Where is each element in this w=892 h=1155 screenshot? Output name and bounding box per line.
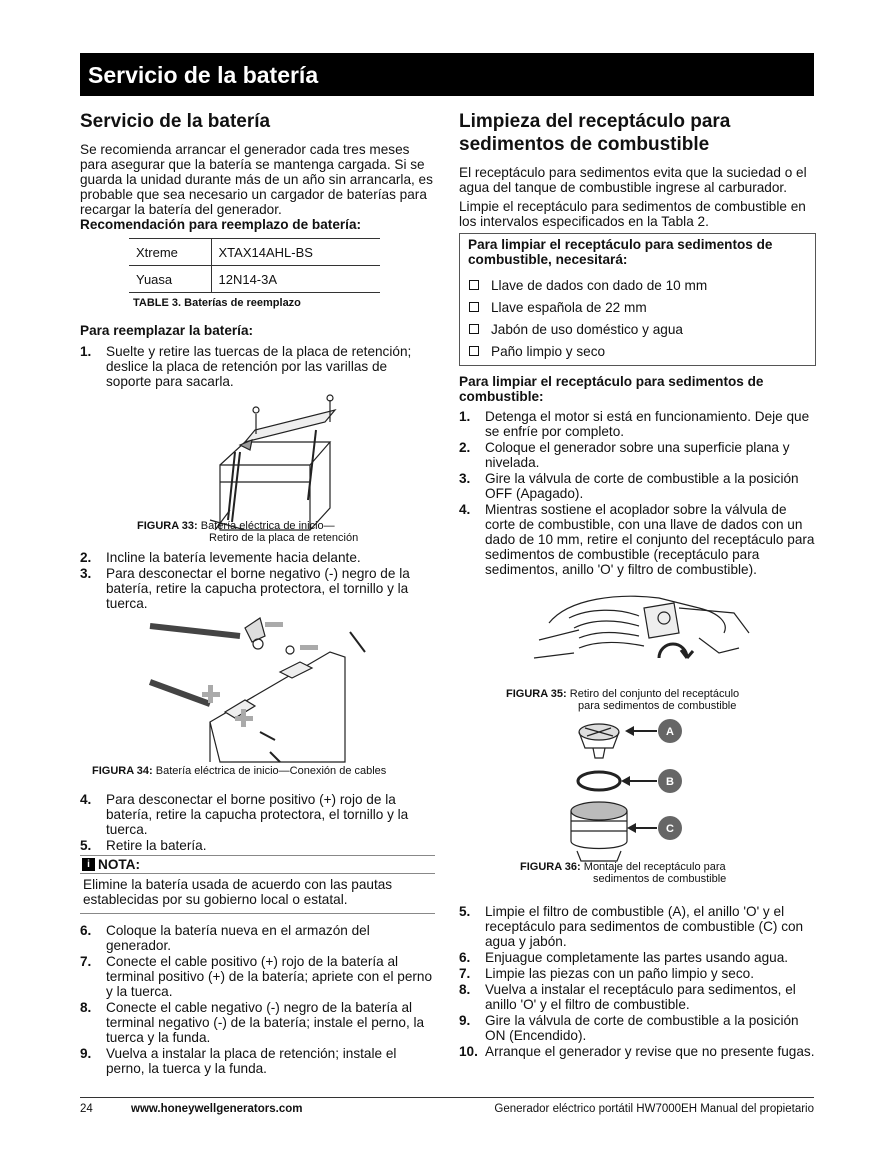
steps-list [459, 409, 816, 577]
step-number: 2. [80, 550, 92, 565]
left-column [80, 110, 435, 1077]
list-item [80, 838, 435, 853]
step-number: 7. [459, 966, 471, 981]
step-text: Incline la batería levemente hacia delante. [106, 550, 361, 565]
note-text: Elimine la batería usada de acuerdo con las pautas establecidas por su gobierno local o estatal. [83, 877, 393, 907]
battery-table [129, 238, 380, 293]
step-number: 7. [80, 954, 92, 969]
note-box [80, 855, 435, 914]
step-text: Coloque el generador sobre una superficie plana y nivelada. [485, 440, 790, 470]
step-text: Para desconectar el borne positivo (+) rojo de la batería, retire la capucha protectora, el tornillo y la tuerca. [106, 792, 409, 837]
step-number: 1. [80, 344, 92, 359]
figure-35 [459, 578, 816, 716]
page-number: 24 [80, 1103, 93, 1115]
figure-35-caption [506, 688, 739, 712]
figure-caption-line1: Batería eléctrica de inicio— [200, 520, 335, 532]
figure-caption-line1: Retiro del conjunto del receptáculo [569, 688, 740, 700]
step-number: 5. [80, 838, 92, 853]
tool-item-label: Llave española de 22 mm [491, 299, 647, 315]
step-text: Para desconectar el borne negativo (-) negro de la batería, retire la capucha protectora, el tornillo y la tuerca. [106, 566, 410, 611]
list-item [459, 966, 816, 981]
list-item [80, 923, 435, 953]
step-text: Gire la válvula de corte de combustible a la posición ON (Encendido). [485, 1013, 799, 1043]
callout-b-label: B [666, 776, 674, 788]
tool-item-label: Llave de dados con dado de 10 mm [491, 277, 708, 293]
list-item [80, 954, 435, 999]
figure-caption-line2: sedimentos de combustible [593, 873, 727, 885]
list-item [80, 566, 435, 611]
list-item [459, 982, 816, 1012]
tool-item [468, 318, 807, 340]
step-number: 4. [459, 502, 471, 517]
step-text: Detenga el motor si está en funcionamiento. Deje que se enfríe por completo. [485, 409, 810, 439]
list-item [80, 1046, 435, 1076]
step-text: Arranque el generador y revise que no presente fugas. [485, 1044, 815, 1059]
figure-36-caption [520, 861, 726, 885]
step-text: Mientras sostiene el acoplador sobre la válvula de corte de combustible, con una llave de dados con un dado de 10 mm, retire el conjunto del receptáculo para sedimentos de combustible (receptáculo para sedimentos, anillo 'O' y filtro de combustible). [485, 502, 815, 577]
steps-list [80, 792, 435, 853]
tool-item [468, 340, 807, 362]
step-number: 9. [459, 1013, 471, 1028]
step-text: Conecte el cable negativo (-) negro de la batería al terminal negativo (-) de la batería; instale el perno, la tuerca y la funda. [106, 1000, 425, 1045]
clean-sediment-heading: Para limpiar el receptáculo para sedimentos de combustible: [459, 374, 764, 404]
figure-33-caption [137, 520, 358, 544]
footer-manual-title: Generador eléctrico portátil HW7000EH Manual del propietario [494, 1103, 814, 1115]
table-cell-brand: Yuasa [129, 266, 211, 293]
table-cell-model: XTAX14AHL-BS [211, 239, 380, 266]
list-item [80, 1000, 435, 1045]
checkbox-icon [469, 324, 479, 334]
figure-36 [459, 716, 816, 904]
replace-battery-heading: Para reemplazar la batería: [80, 323, 254, 338]
checkbox-icon [469, 302, 479, 312]
section-header-bar [80, 53, 814, 96]
list-item [80, 550, 435, 565]
list-item [459, 440, 816, 470]
tool-item-label: Jabón de uso doméstico y agua [491, 321, 683, 337]
step-number: 9. [80, 1046, 92, 1061]
callout-c-label: C [666, 823, 674, 835]
step-number: 8. [459, 982, 471, 997]
step-number: 5. [459, 904, 471, 919]
step-number: 6. [80, 923, 92, 938]
checkbox-icon [469, 280, 479, 290]
figure-34 [80, 612, 435, 792]
step-text: Suelte y retire las tuercas de la placa de retención; deslice la placa de retención por las varillas de soporte para sacarla. [106, 344, 412, 389]
sediment-interval-paragraph: Limpie el receptáculo para sedimentos de combustible en los intervalos especificados en la Tabla 2. [459, 199, 806, 229]
note-title: NOTA: [98, 857, 141, 872]
table-caption: TABLE 3. Baterías de reemplazo [133, 297, 301, 309]
battery-cable-connection-illustration [80, 612, 435, 772]
section-title: Servicio de la batería [88, 62, 319, 88]
figure-label: FIGURA 36: [520, 861, 581, 873]
step-number: 10. [459, 1044, 478, 1059]
footer-divider [80, 1097, 814, 1098]
footer-website-link[interactable]: www.honeywellgenerators.com [131, 1103, 303, 1115]
sediment-cup-assembly-illustration [459, 716, 816, 876]
list-item [459, 502, 816, 577]
figure-caption-line1: Montaje del receptáculo para [583, 861, 726, 873]
steps-list [459, 904, 816, 1059]
table-row [129, 239, 380, 266]
info-icon: i [82, 858, 95, 871]
step-number: 8. [80, 1000, 92, 1015]
table-cell-model: 12N14-3A [211, 266, 380, 293]
battery-service-heading: Servicio de la batería [80, 111, 271, 132]
figure-label: FIGURA 34: [92, 765, 153, 777]
callout-a-label: A [666, 726, 674, 738]
tools-needed-box [459, 233, 816, 366]
list-item [459, 1044, 816, 1059]
tools-needed-title: Para limpiar el receptáculo para sedimentos de combustible, necesitará: [468, 237, 773, 267]
list-item [459, 1013, 816, 1043]
step-text: Limpie el filtro de combustible (A), el anillo 'O' y el receptáculo para sedimentos de combustible (C) con agua y jabón. [485, 904, 804, 949]
figure-caption-line2: Retiro de la placa de retención [209, 532, 359, 544]
figure-33 [80, 390, 435, 544]
list-item [459, 409, 816, 439]
step-text: Enjuague completamente las partes usando agua. [485, 950, 789, 965]
sediment-intro-paragraph: El receptáculo para sedimentos evita que la suciedad o el agua del tanque de combustible ingrese al carburador. [459, 165, 807, 195]
step-text: Gire la válvula de corte de combustible a la posición OFF (Apagado). [485, 471, 799, 501]
tool-item [468, 296, 807, 318]
battery-intro-paragraph: Se recomienda arrancar el generador cada tres meses para asegurar que la batería se mantenga cargada. Si se guarda la unidad durante más de un año sin arrancarla, es probable que sea necesario un cargador de baterías para recargar la batería del generador. [80, 142, 433, 217]
figure-label: FIGURA 35: [506, 688, 567, 700]
right-column [459, 110, 816, 1060]
tool-item [468, 274, 807, 296]
replacement-recommendation-label: Recomendación para reemplazo de batería: [80, 217, 362, 232]
list-item [459, 471, 816, 501]
list-item [459, 904, 816, 949]
list-item [80, 344, 435, 389]
figure-34-caption [92, 765, 386, 777]
steps-list [80, 344, 435, 389]
sediment-cup-heading: Limpieza del receptáculo para sedimentos de combustible [459, 111, 731, 155]
table-row [129, 266, 380, 293]
steps-list [80, 550, 435, 611]
figure-caption-text: Batería eléctrica de inicio—Conexión de cables [155, 765, 387, 777]
figure-label: FIGURA 33: [137, 520, 198, 532]
step-number: 3. [80, 566, 92, 581]
figure-caption-line2: para sedimentos de combustible [578, 700, 737, 712]
step-text: Vuelva a instalar el receptáculo para sedimentos, el anillo 'O' y el filtro de combustible. [485, 982, 796, 1012]
sediment-cup-removal-illustration [459, 578, 816, 688]
step-text: Retire la batería. [106, 838, 207, 853]
step-number: 3. [459, 471, 471, 486]
step-number: 2. [459, 440, 471, 455]
list-item [459, 950, 816, 965]
step-number: 6. [459, 950, 471, 965]
step-text: Vuelva a instalar la placa de retención; instale el perno, la tuerca y la funda. [106, 1046, 397, 1076]
table-cell-brand: Xtreme [129, 239, 211, 266]
checkbox-icon [469, 346, 479, 356]
step-number: 1. [459, 409, 471, 424]
step-text: Coloque la batería nueva en el armazón del generador. [106, 923, 370, 953]
tool-item-label: Paño limpio y seco [491, 343, 606, 359]
step-text: Conecte el cable positivo (+) rojo de la batería al terminal positivo (+) de la batería; apriete con el perno y la tuerca. [106, 954, 433, 999]
steps-list [80, 923, 435, 1076]
step-number: 4. [80, 792, 92, 807]
list-item [80, 792, 435, 837]
note-header [80, 856, 435, 874]
step-text: Limpie las piezas con un paño limpio y seco. [485, 966, 755, 981]
